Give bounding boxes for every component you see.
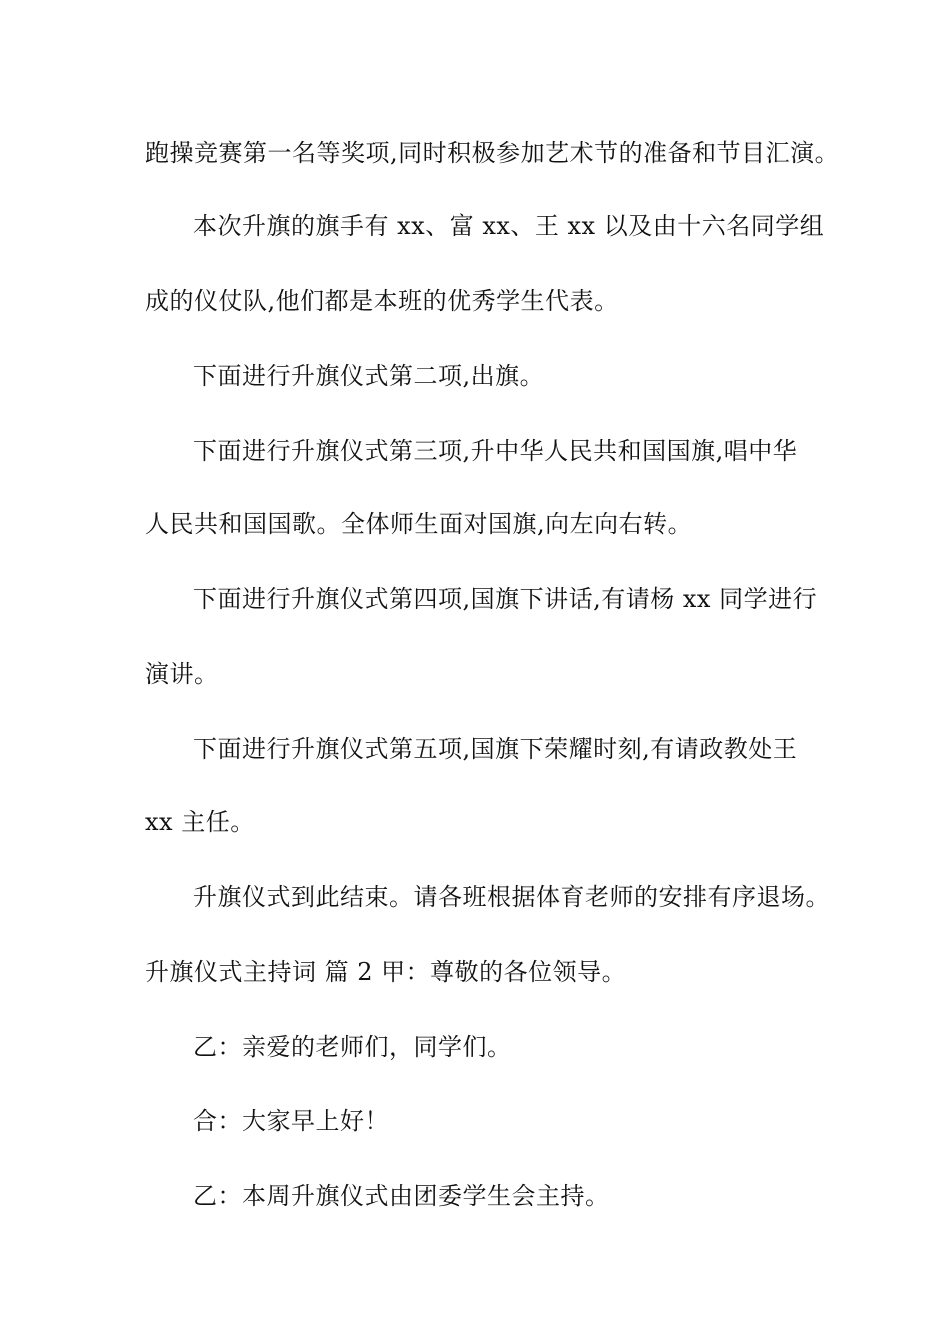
text-line: 人民共和国国歌。全体师生面对国旗,向左向右转。 <box>145 510 693 538</box>
text-line: 演讲。 <box>145 660 219 688</box>
text-line: xx 主任。 <box>145 808 255 836</box>
text-line: 下面进行升旗仪式第二项,出旗。 <box>193 362 545 390</box>
text-line: 跑操竞赛第一名等奖项,同时积极参加艺术节的准备和节目汇演。 <box>145 139 840 167</box>
text-line: 本次升旗的旗手有 xx、富 xx、王 xx 以及由十六名同学组 <box>193 212 825 240</box>
text-line: 成的仪仗队,他们都是本班的优秀学生代表。 <box>145 287 619 315</box>
text-line: 合：大家早上好！ <box>193 1107 389 1135</box>
text-line: 下面进行升旗仪式第五项,国旗下荣耀时刻,有请政教处王 <box>193 735 798 763</box>
section-heading-line: 升旗仪式主持词 篇 2 甲：尊敬的各位领导。 <box>145 958 627 986</box>
text-line: 下面进行升旗仪式第三项,升中华人民共和国国旗,唱中华 <box>193 437 798 465</box>
text-line: 乙：本周升旗仪式由团委学生会主持。 <box>193 1182 610 1210</box>
text-line: 升旗仪式到此结束。请各班根据体育老师的安排有序退场。 <box>193 883 830 911</box>
text-line: 乙：亲爱的老师们，同学们。 <box>193 1033 512 1061</box>
text-line: 下面进行升旗仪式第四项,国旗下讲话,有请杨 xx 同学进行 <box>193 585 818 613</box>
